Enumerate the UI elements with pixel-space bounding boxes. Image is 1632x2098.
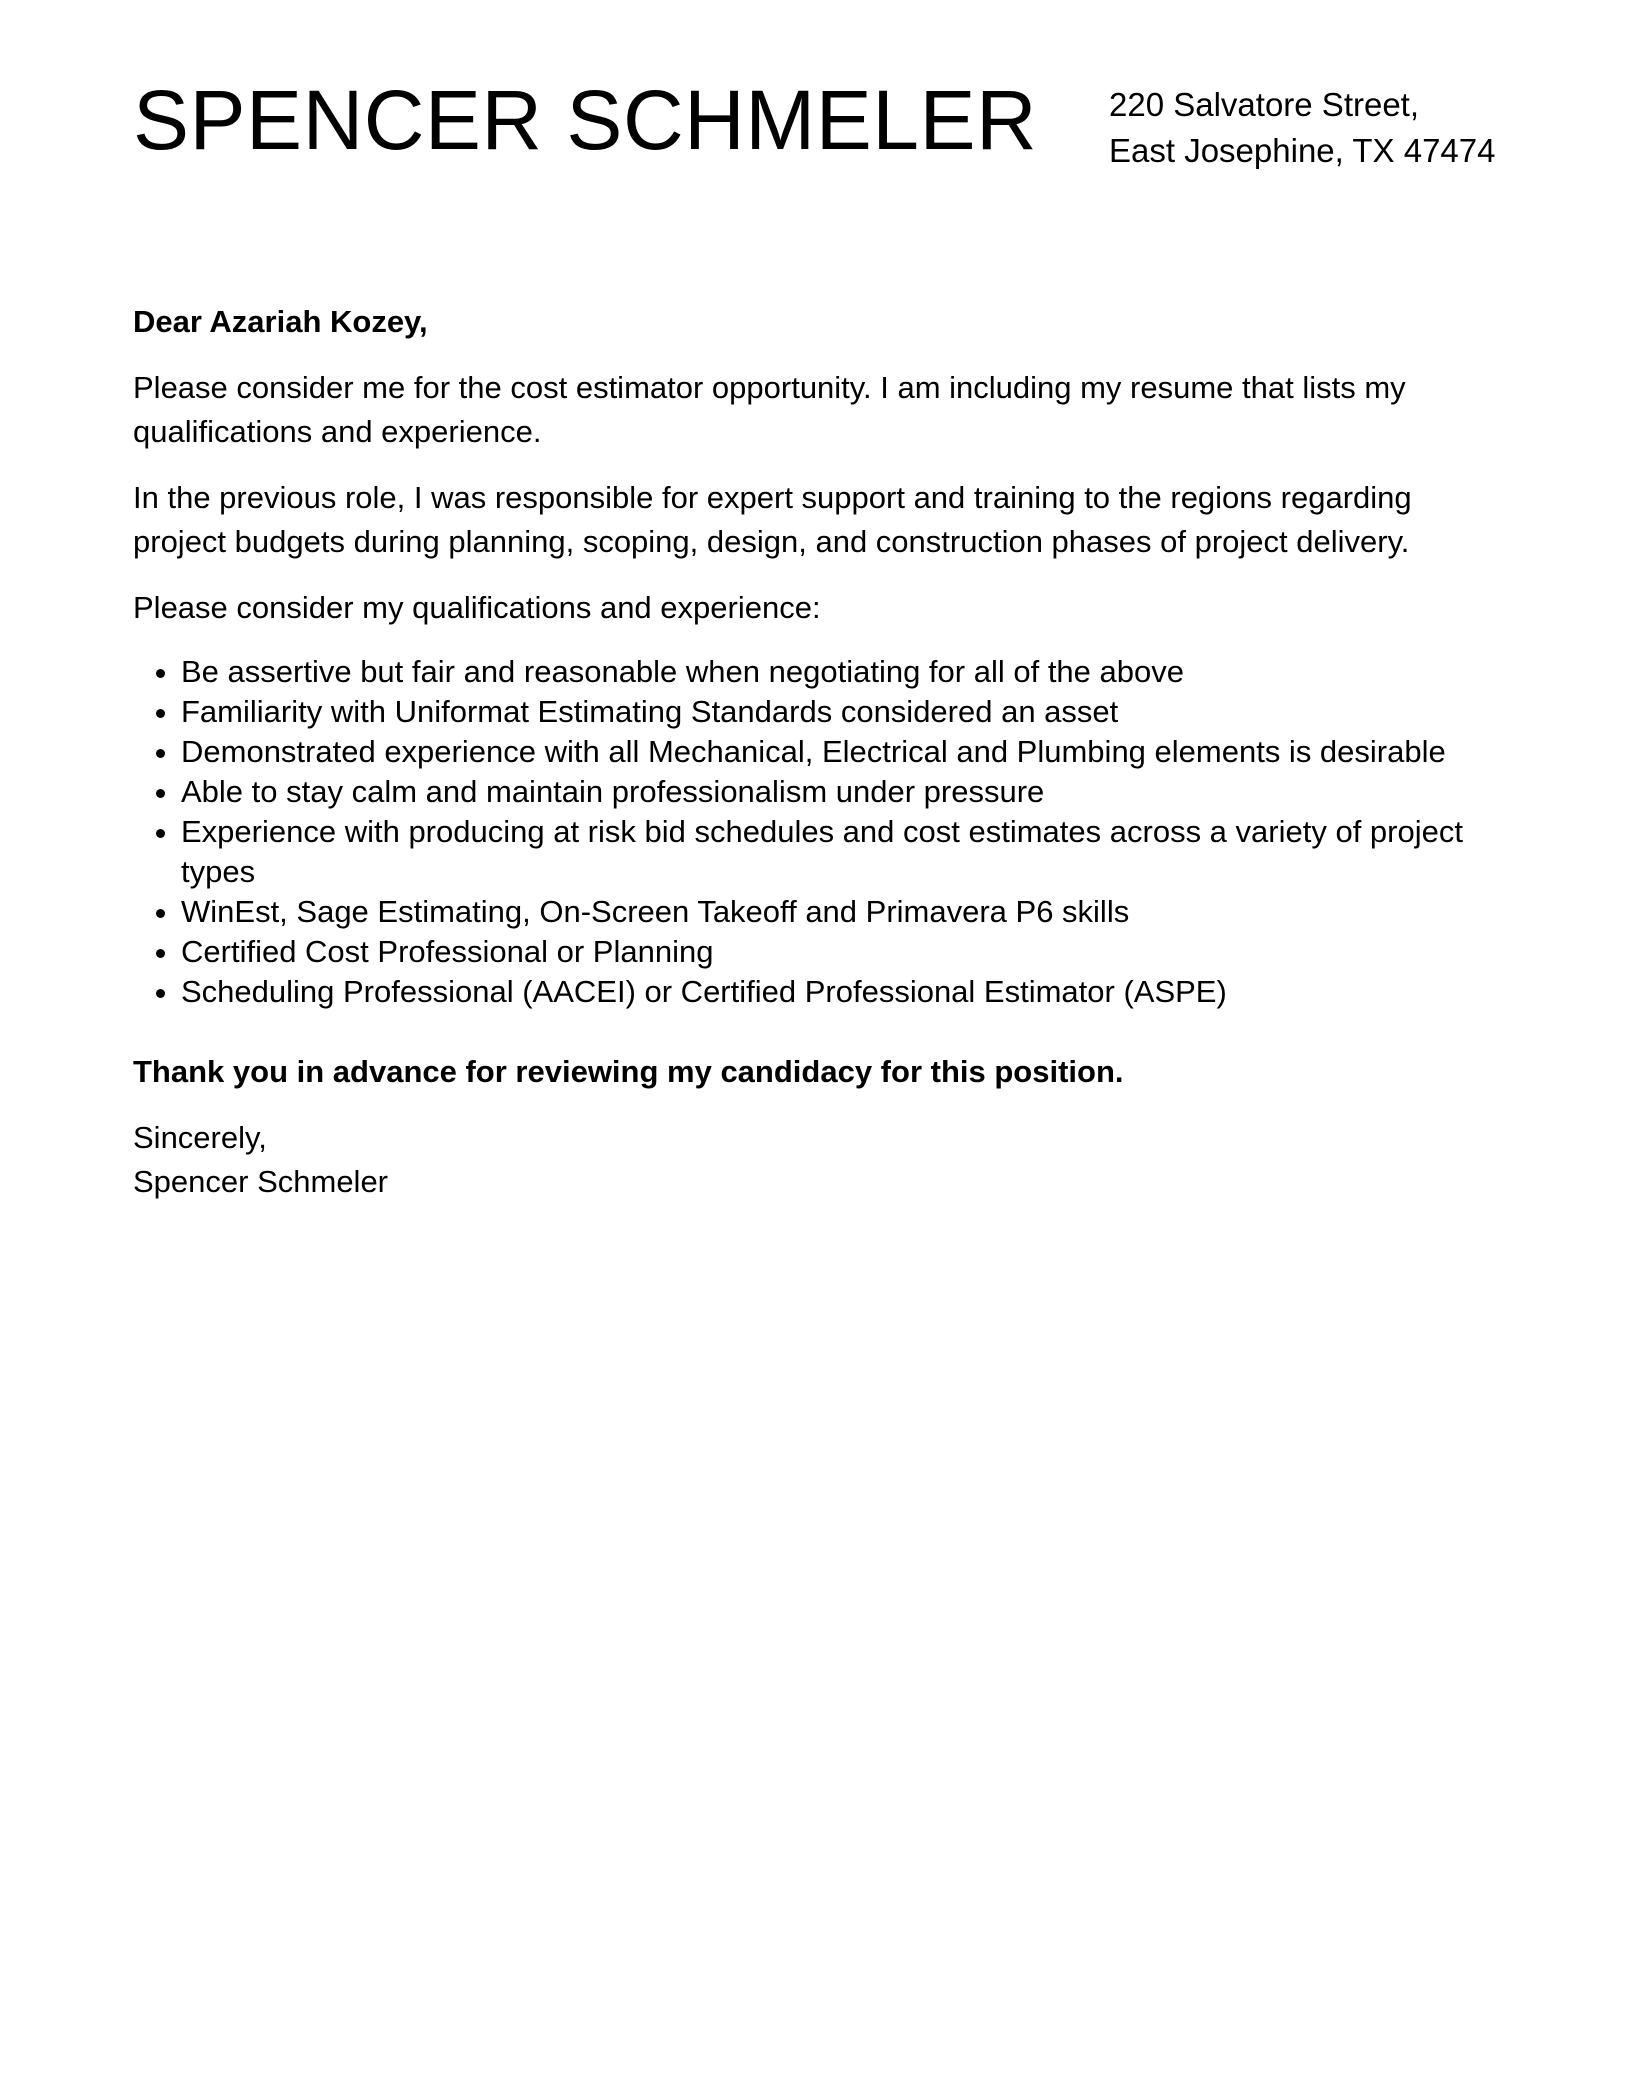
list-item: • Be assertive but fair and reasonable when negotiating for all of the above <box>181 652 1499 692</box>
list-item: • Able to stay calm and maintain professionalism under pressure <box>181 772 1499 812</box>
address-line-2: East Josephine, TX 47474 <box>1109 132 1496 169</box>
experience-paragraph: In the previous role, I was responsible for expert support and training to the regions regarding project budgets during planning, scoping, design, and construction phases of project delivery. <box>133 480 1412 559</box>
list-item: • WinEst, Sage Estimating, On-Screen Takeoff and Primavera P6 skills <box>181 892 1499 932</box>
address-line-1: 220 Salvatore Street, <box>1109 86 1420 123</box>
list-item: • Experience with producing at risk bid schedules and cost estimates across a variety of project types <box>181 812 1499 892</box>
list-item: • Demonstrated experience with all Mechanical, Electrical and Plumbing elements is desirable <box>181 732 1499 772</box>
list-item: • Familiarity with Uniformat Estimating Standards considered an asset <box>181 692 1499 732</box>
intro-paragraph: Please consider me for the cost estimator opportunity. I am including my resume that lists my qualifications and experience. <box>133 370 1406 449</box>
closing-statement: Thank you in advance for reviewing my candidacy for this position. <box>133 1054 1124 1089</box>
list-item: • Scheduling Professional (AACEI) or Certified Professional Estimator (ASPE) <box>181 972 1499 1012</box>
signature: Spencer Schmeler <box>133 1164 389 1199</box>
letter-body <box>133 300 1499 1204</box>
letter-header <box>133 72 1499 182</box>
qualifications-intro: Please consider my qualifications and experience: <box>133 590 821 625</box>
sender-address <box>1109 82 1496 174</box>
qualifications-list <box>133 652 1499 1012</box>
signoff: Sincerely, <box>133 1120 267 1155</box>
list-item: • Certified Cost Professional or Planning <box>181 932 1499 972</box>
sender-name: SPENCER SCHMELER <box>133 73 1038 167</box>
greeting: Dear Azariah Kozey, <box>133 304 428 339</box>
